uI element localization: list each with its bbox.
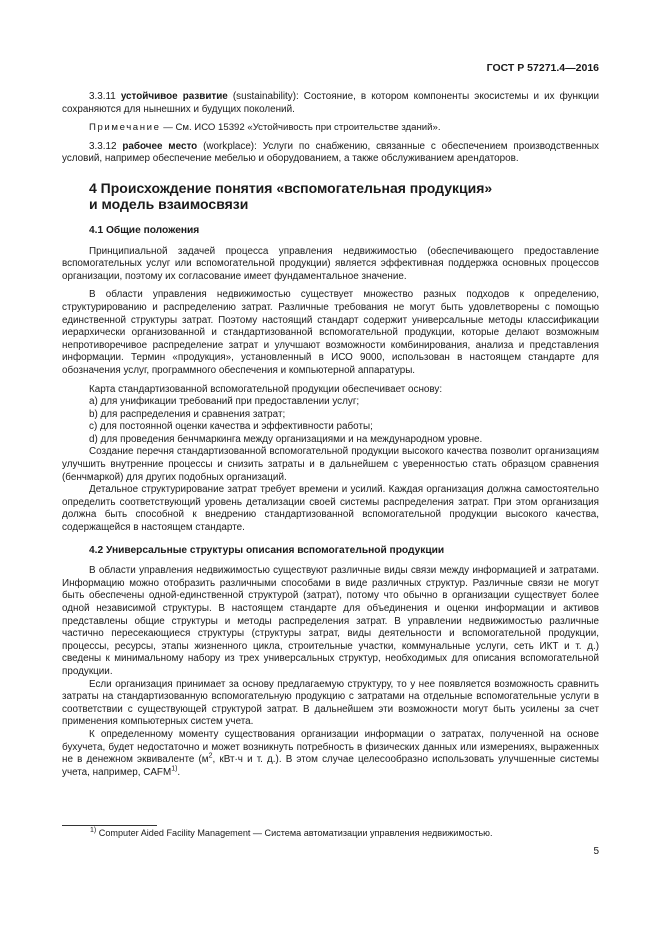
paragraph: Создание перечня стандартизованной вспомогательной продукции высокого качества позволит организациям улучшить внутренние процессы и снизить затраты и в дальнейшем с уверенностью стать образцом сравнения (бенчмаркой) для других подобных организаций. bbox=[62, 446, 599, 483]
text-part: . bbox=[177, 766, 181, 778]
subsection-4-2-title: 4.2 Универсальные структуры описания вспомогательной продукции bbox=[89, 544, 445, 556]
section-title-line-1: 4 Происхождение понятия «вспомогательная продукция» bbox=[89, 179, 493, 196]
page-number: 5 bbox=[593, 846, 599, 857]
term-english: (workplace) bbox=[203, 140, 255, 152]
note-text: — См. ИСО 15392 «Устойчивость при строительстве зданий». bbox=[160, 122, 441, 134]
section-title-line-2: и модель взаимосвязи bbox=[89, 196, 249, 213]
footnote-mark: 1) bbox=[90, 826, 97, 834]
paragraph bbox=[62, 729, 599, 779]
paragraph: В области управления недвижимостью существуют различные виды связи между информацией и затратами. Информацию можно отобразить различными способами в виде различных структур. Различные связи не могут быть обеспечены одной-единственной структурой (затрат), потому что обычно в организации существует более одной независимой структуры. В настоящем стандарте для объединения и оценки информации и активов представлены общие структуры и методы распределения затрат. В управлении недвижимостью различные частично пересекающиеся структуры (структуры затрат, виды деятельности и вспомогательной продукции, процессы, ресурсы, этапы жизненного цикла, строительные участки, коммунальные услуги, сеть ИКТ и т. д.) сведены к минимальному набору из трех универсальных структур, необходимых для описания вспомогательной продукции. bbox=[62, 565, 599, 677]
subsection-4-1-title: 4.1 Общие положения bbox=[89, 224, 200, 236]
list-item: b) для распределения и сравнения затрат; bbox=[89, 408, 286, 420]
term-definition: : Услуги по снабжению, связанные с обеспечением производственных условий, например обеспечение мебелью и оборудованием, а также обслуживанием арендаторов. bbox=[62, 140, 599, 165]
paragraph: Карта стандартизованной вспомогательной продукции обеспечивает основу: bbox=[89, 383, 443, 395]
paragraph: В области управления недвижимостью существует множество разных подходов к определению, структурированию и распределению затрат. Различные требования не могут быть удовлетворены с помощью единственной структуры затрат. Поэтому настоящий стандарт содержит универсальные методы классификации иерархически организованной и стандартизованной вспомогательной продукции, которые делают возможным непротиворечивое распределение затрат и улучшают возможности комбинирования, анализа и представления информации. Термин «продукция», установленный в ИСО 9000, использован в настоящем стандарте для обозначения услуг, программного обеспечения и компьютерной аппаратуры. bbox=[62, 289, 599, 376]
paragraph: Детальное структурирование затрат требует времени и усилий. Каждая организация должна самостоятельно определить соответствующий уровень детализации своей системы распределения затрат. При этом организация должна быть способной к внедрению стандартизованной вспомогательной продукции высокого качества, содержащейся в настоящем стандарте. bbox=[62, 484, 599, 534]
term-number: 3.3.11 bbox=[89, 91, 116, 102]
term-name: устойчивое развитие bbox=[120, 91, 228, 102]
section-4-title bbox=[89, 180, 599, 213]
page-content bbox=[62, 91, 599, 779]
footnote bbox=[90, 828, 492, 838]
term-definition: : Состояние, в котором компоненты экосистемы и их функции сохраняются для нынешних и будущих поколений. bbox=[62, 91, 600, 115]
list-item: c) для постоянной оценки качества и эффективности работы; bbox=[89, 421, 373, 433]
footnote-reference[interactable]: 1) bbox=[171, 765, 178, 773]
document-header: ГОСТ Р 57271.4—2016 bbox=[486, 62, 599, 74]
note bbox=[62, 122, 599, 135]
text-part: К определенному моменту существования организации информации о затратах, полученной на основе бухучета, будет недостаточно и может возникнуть потребность в физических данных или измерениях, выраженных не в денежном эквиваленте (м bbox=[62, 728, 599, 766]
superscript: 2 bbox=[208, 752, 213, 760]
list-item: d) для проведения бенчмаркинга между организациями и на международном уровне. bbox=[89, 433, 483, 445]
footnote-text: Computer Aided Facility Management — Система автоматизации управления недвижимостью. bbox=[96, 828, 493, 838]
note-label: Примечание bbox=[89, 122, 161, 134]
list-item: a) для унификации требований при предоставлении услуг; bbox=[89, 396, 360, 408]
term-3-3-12 bbox=[62, 141, 599, 166]
paragraph: Принципиальной задачей процесса управления недвижимостью (обеспечивающего предоставление вспомогательных услуг или вспомогательной продукции) является эффективная поддержка основных процессов организации, поэтому их согласование имеет фундаментальное значение. bbox=[62, 245, 599, 282]
term-3-3-11 bbox=[62, 91, 599, 116]
text-part: , кВт·ч и т. д.). В этом случае целесообразно использовать улучшенные системы учета, например, CAFM bbox=[62, 754, 599, 778]
term-number: 3.3.12 bbox=[89, 140, 117, 152]
paragraph: Если организация принимает за основу предлагаемую структуру, то у нее появляется возможность сравнить затраты на стандартизованную вспомогательную продукцию с затратами на отдельные вспомогательные услуги в соответствии с существующей структурой затрат. В дальнейшем эти возможности могут быть усилены за счет применения компьютерных систем учета. bbox=[62, 678, 599, 728]
term-english: (sustainability) bbox=[232, 91, 296, 102]
term-name: рабочее место bbox=[122, 140, 198, 152]
footnote-separator bbox=[62, 825, 157, 826]
